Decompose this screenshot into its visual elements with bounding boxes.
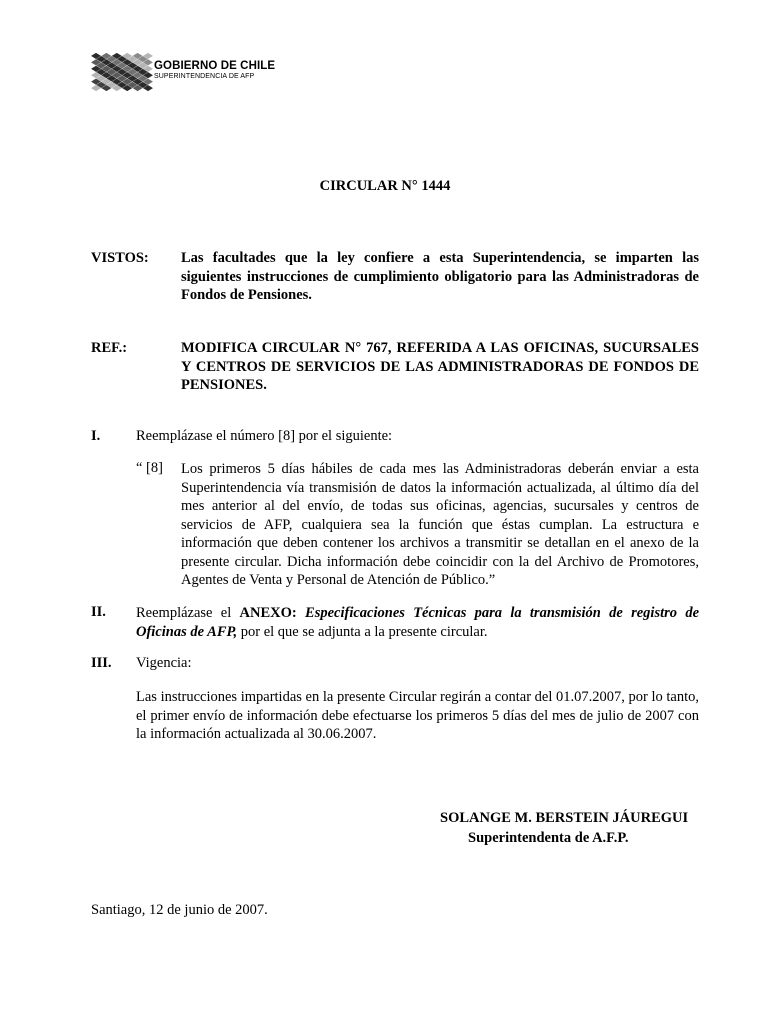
section-ii-anexo: ANEXO: bbox=[239, 605, 297, 621]
section-i-text: Reemplázase el número [8] por el siguiente: bbox=[136, 428, 393, 444]
signatory-title: Superintendenta de A.F.P. bbox=[468, 830, 629, 846]
quote-marker: “ [8] bbox=[136, 460, 163, 476]
signatory-name: SOLANGE M. BERSTEIN JÁUREGUI bbox=[440, 810, 689, 826]
vistos-text: Las facultades que la ley confiere a esta Superintendencia, se imparten las siguientes instrucciones de cumplimiento obligatorio para las Administradoras de Fondos de Pensiones. bbox=[181, 250, 699, 303]
vistos-label: VISTOS: bbox=[91, 250, 149, 266]
section-iii-text: Vigencia: bbox=[136, 655, 192, 671]
section-ii-text bbox=[136, 604, 699, 641]
ref-label: REF.: bbox=[91, 340, 128, 356]
logo-title: GOBIERNO DE CHILE bbox=[154, 60, 276, 72]
document-date: Santiago, 12 de junio de 2007. bbox=[91, 902, 268, 918]
circular-title: CIRCULAR N° 1444 bbox=[319, 178, 451, 194]
section-number-iii: III. bbox=[91, 655, 112, 671]
section-ii-anexo-title: Especificaciones Técnicas para la transmisión de registro de Oficinas de AFP, bbox=[136, 605, 700, 640]
logo-mosaic-icon bbox=[90, 36, 154, 108]
logo-subtitle: SUPERINTENDENCIA DE AFP bbox=[154, 73, 255, 80]
gobierno-de-chile-logo bbox=[90, 36, 290, 108]
section-i-quote: Los primeros 5 días hábiles de cada mes las Administradoras deberán enviar a esta Superintendencia vía transmisión de datos la información actualizada, al último día del mes anterior al del envío, de todas sus oficinas, agencias, sucursales y centros de servicios de AFP, cualquiera sea la función que éstas cumplan. La estructura e información que deben contener los archivos a transmitir se detallan en el anexo de la presente circular. Dicha información debe coincidir con la del Archivo de Promotores, Agentes de Venta y Personal de Atención de Público.” bbox=[181, 461, 699, 588]
section-number-ii: II. bbox=[91, 604, 106, 620]
section-number-i: I. bbox=[91, 428, 101, 444]
ref-text: MODIFICA CIRCULAR N° 767, REFERIDA A LAS OFICINAS, SUCURSALES Y CENTROS DE SERVICIOS DE LAS ADMINISTRADORAS DE FONDOS DE PENSIONES. bbox=[181, 340, 699, 393]
section-ii-text-after: por el que se adjunta a la presente circular. bbox=[237, 623, 488, 640]
section-ii-text-before: Reemplázase el bbox=[136, 605, 240, 621]
section-iii-detail: Las instrucciones impartidas en la presente Circular regirán a contar del 01.07.2007, por lo tanto, el primer envío de información debe efectuarse los primeros 5 días del mes de julio de 2007 con la información actualizada al 30.06.2007. bbox=[136, 689, 699, 742]
